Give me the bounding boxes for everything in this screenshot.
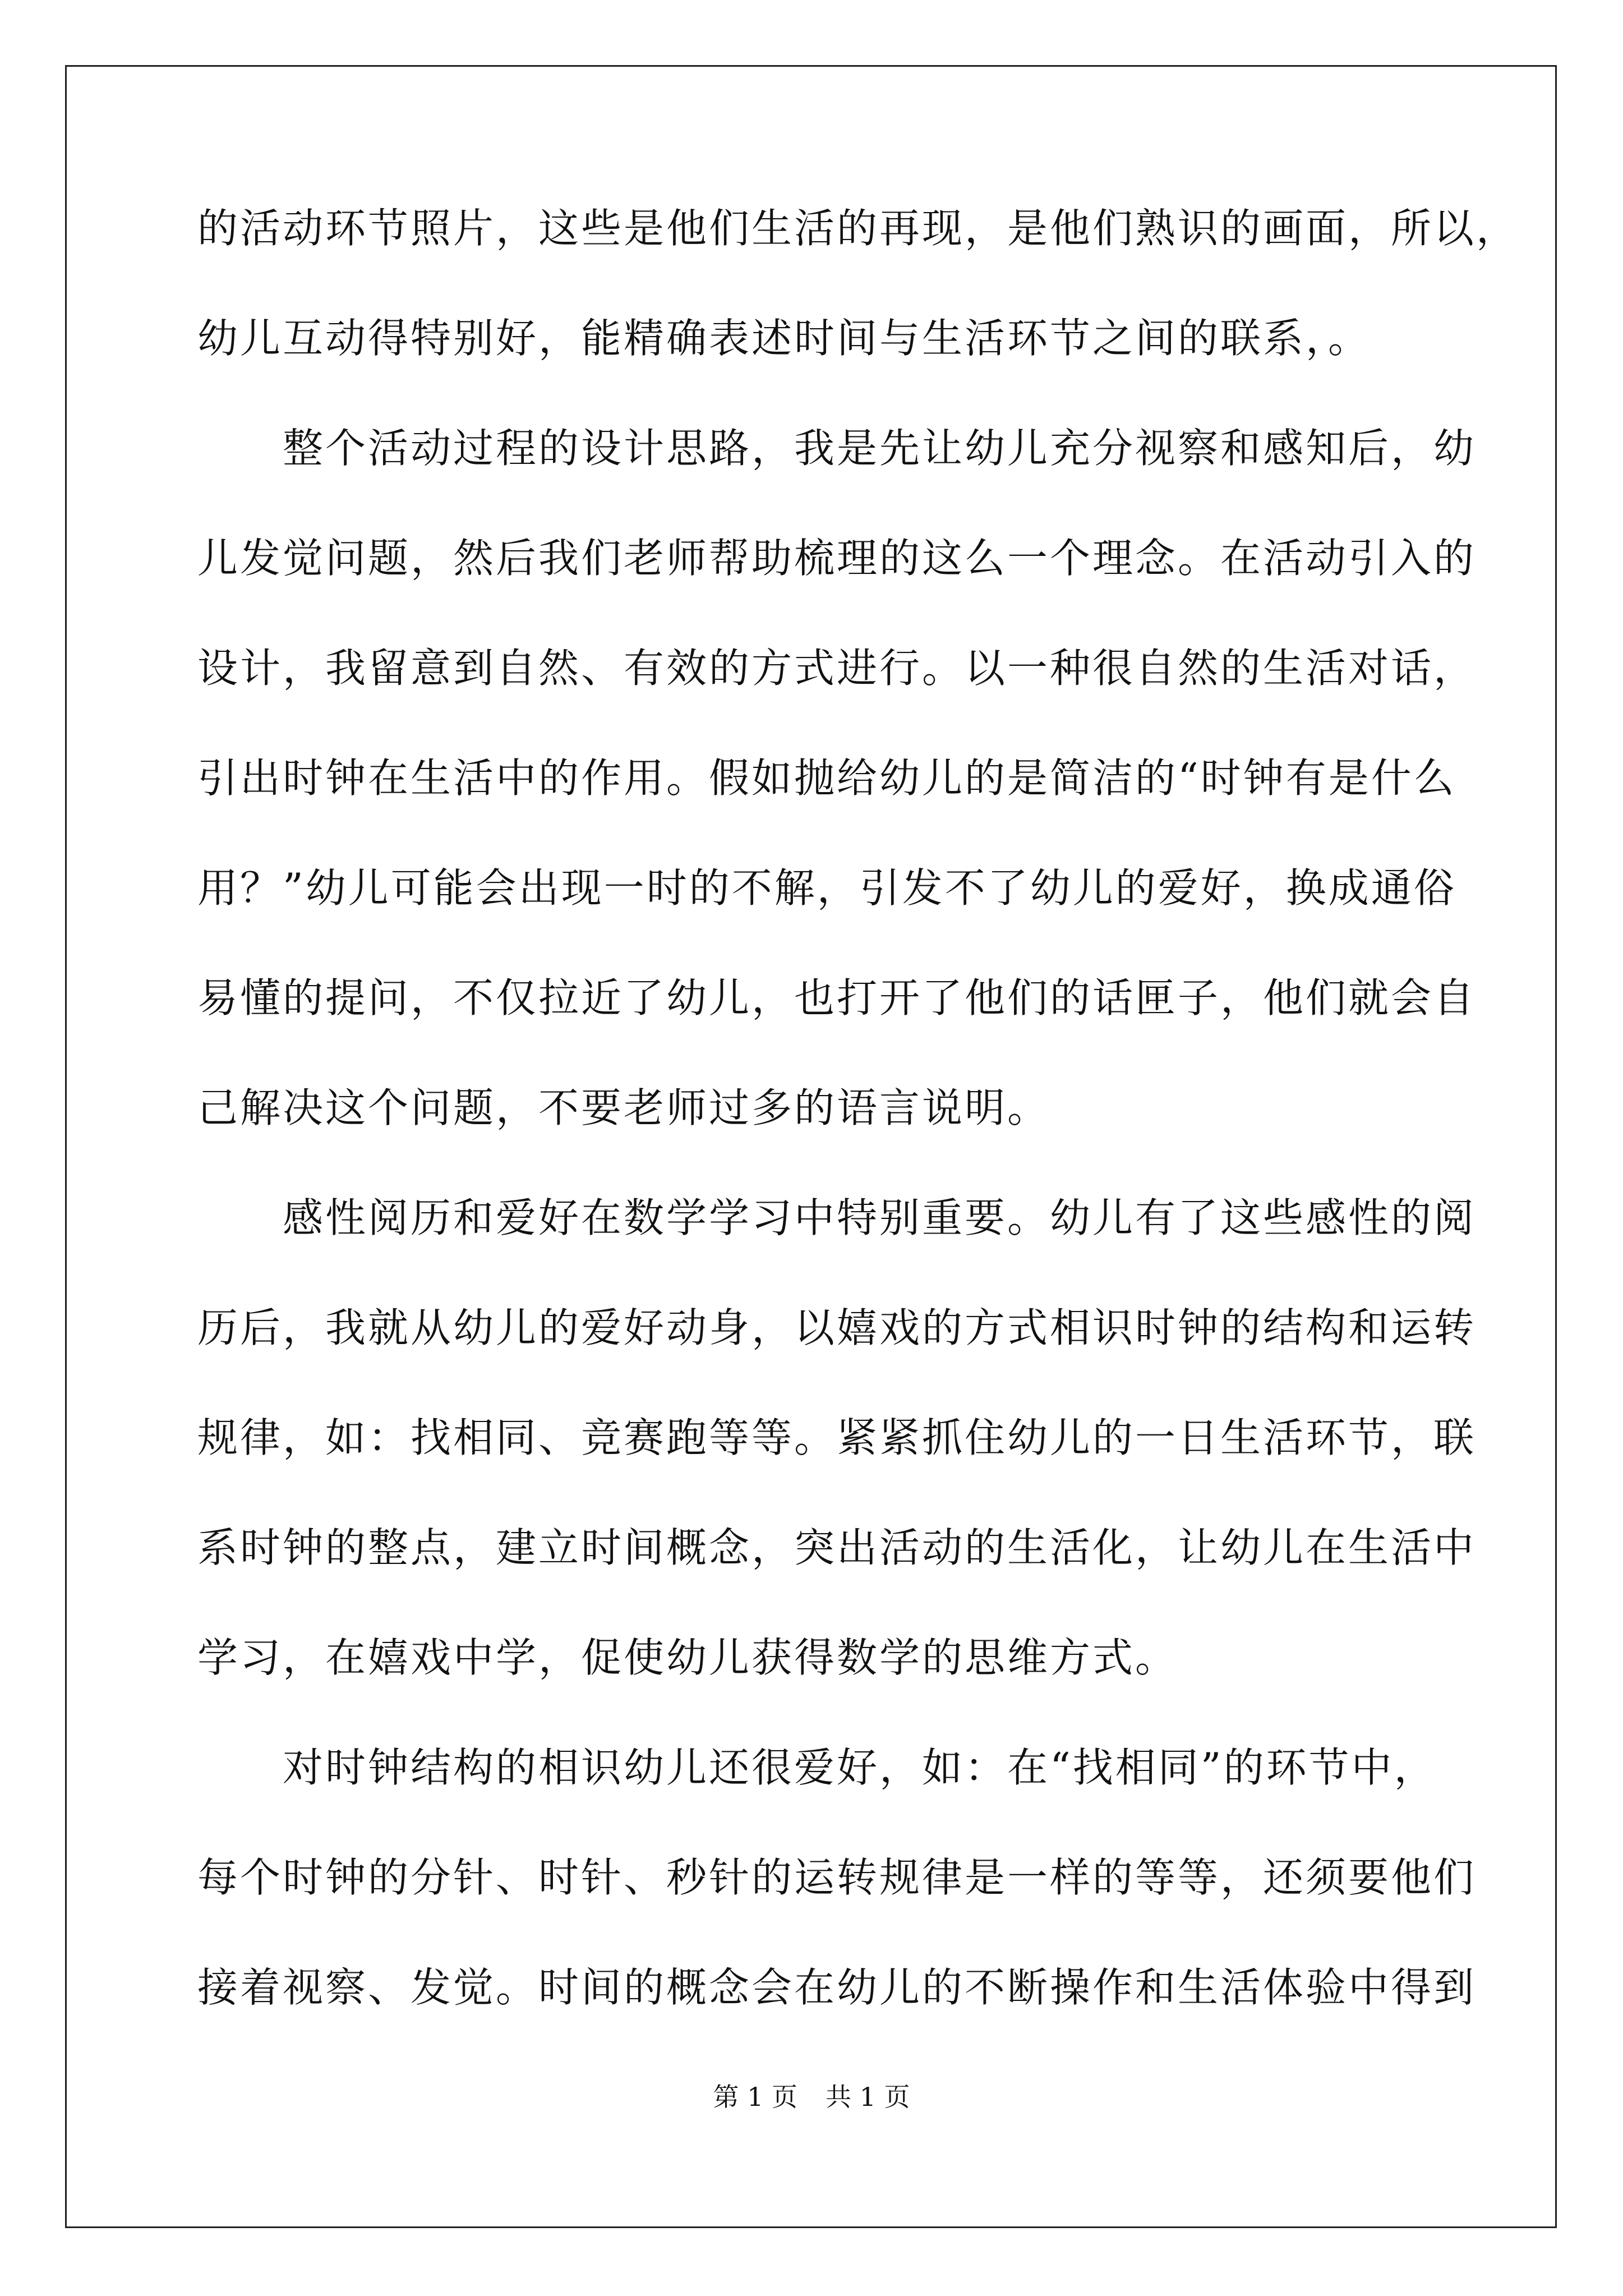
text-line: 的活动环节照片，这些是他们生活的再现，是他们熟识的画面，所以， bbox=[197, 205, 1519, 252]
text-line: 易懂的提问，不仅拉近了幼儿，也打开了他们的话匣子，他们就会自 bbox=[197, 974, 1477, 1022]
text-line: 引出时钟在生活中的作用。假如抛给幼儿的是简洁的“时钟有是什么 bbox=[197, 754, 1456, 802]
text-line: 接着视察、发觉。时间的概念会在幼儿的不断操作和生活体验中得到 bbox=[197, 1964, 1477, 2011]
text-line: 整个活动过程的设计思路，我是先让幼儿充分视察和感知后，幼 bbox=[197, 425, 1477, 472]
text-line: 感性阅历和爱好在数学学习中特别重要。幼儿有了这些感性的阅 bbox=[197, 1194, 1477, 1241]
text-line: 每个时钟的分针、时针、秒针的运转规律是一样的等等，还须要他们 bbox=[197, 1854, 1477, 1901]
page-frame bbox=[65, 65, 1557, 2228]
text-line: 设计，我留意到自然、有效的方式进行。以一种很自然的生活对话， bbox=[197, 645, 1477, 692]
text-line: 幼儿互动得特别好，能精确表述时间与生活环节之间的联系，。 bbox=[197, 315, 1371, 362]
page-number: 第 1 页 bbox=[713, 2082, 797, 2112]
text-line: 历后，我就从幼儿的爱好动身，以嬉戏的方式相识时钟的结构和运转 bbox=[197, 1304, 1477, 1351]
page-footer bbox=[0, 2080, 1623, 2114]
text-line: 系时钟的整点，建立时间概念，突出活动的生活化，让幼儿在生活中 bbox=[197, 1524, 1477, 1571]
text-line: 对时钟结构的相识幼儿还很爱好，如：在“找相同”的环节中， bbox=[197, 1744, 1437, 1791]
page-total: 共 1 页 bbox=[826, 2082, 910, 2112]
text-line: 己解决这个问题，不要老师过多的语言说明。 bbox=[197, 1084, 1050, 1131]
text-line: 学习，在嬉戏中学，促使幼儿获得数学的思维方式。 bbox=[197, 1634, 1178, 1681]
text-line: 规律，如：找相同、竞赛跑等等。紧紧抓住幼儿的一日生活环节，联 bbox=[197, 1414, 1477, 1461]
text-line: 用？”幼儿可能会出现一时的不解，引发不了幼儿的爱好，换成通俗 bbox=[197, 864, 1456, 912]
text-line: 儿发觉问题，然后我们老师帮助梳理的这么一个理念。在活动引入的 bbox=[197, 535, 1477, 582]
